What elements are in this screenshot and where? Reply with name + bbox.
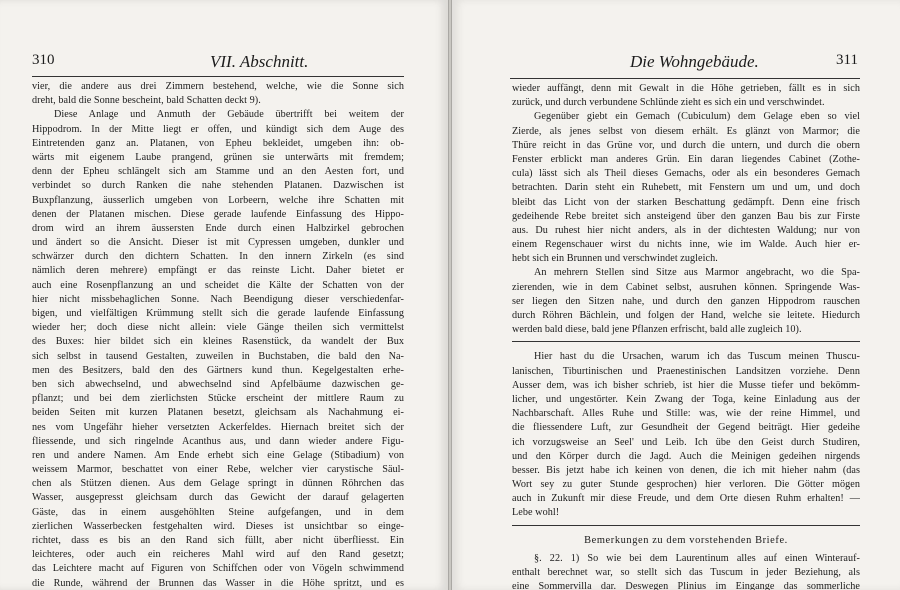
- text-line: beiden Seiten mit kurzen Platanen besetzt, gleichsam als Nachahmung ei-: [32, 407, 404, 419]
- right-header-rule: [510, 78, 860, 79]
- text-line: richtet, dass es bis an den Rand sich füllt, aber nicht überfliesst. Ein: [32, 535, 404, 546]
- text-line: zurück, und durch verbundene Schlünde zieht es sich ein und verschwindet.: [512, 97, 825, 109]
- text-line: wieder her; doch diese nicht allein: viele Gänge theilen sich vermittelst: [32, 322, 404, 334]
- text-line: Wasser, ausgepresst gleichsam durch das Gewicht der darauf gelagerten: [32, 492, 404, 504]
- text-line: werden bald diese, bald jene Pflanzen erfrischt, bald alle zugleich 10).: [512, 324, 802, 336]
- text-line: und ändert so die Ansicht. Dieser ist mit Cypressen umgeben, dunkler und: [32, 237, 404, 249]
- text-line: dreht, bald die Sonne bescheint, bald Schatten deckt 9).: [32, 95, 261, 107]
- text-line: leichteres, oder auch ein reicheres Mahl wird auf den Rand gesetzt;: [32, 549, 404, 561]
- right-section-title: Die Wohngebäude.: [630, 52, 759, 71]
- text-line: wieder auffängt, denn mit Gewalt in die Höhe getrieben, fällt es in sich: [512, 83, 860, 94]
- text-line: vier, die andere aus drei Zimmern bestehend, welche, wie die Sonne sich: [32, 81, 404, 92]
- text-line: verbindet so durch Ranken die nahe stehenden Platanen. Dazwischen ist: [32, 180, 404, 192]
- text-line: aus. Du ruhest hier nicht anders, als in der dichtesten Waldung; nur von: [512, 224, 860, 236]
- text-line: chen als Stützen dienen. Aus dem Gelage springt in dünnen Röhrchen das: [32, 478, 404, 490]
- text-line: einem Regenschauer wirst du nichts inne, wie im Walde. Auch hier er-: [512, 239, 860, 251]
- text-line: pflanzt; und bei dem zierlichsten Stücke erscheint der mittlere Raum zu: [32, 393, 404, 405]
- text-line: Gäste, das in einem ausgehöhlten Steine aufgefangen, und in dem: [32, 506, 404, 518]
- text-line: ren und andere Namen. Am Ende erhebt sich eine Gelage (Stibadium) von: [32, 449, 404, 461]
- text-line: ser liegen den Sitzen nahe, und durch den ganzen Hippodrom rauschen: [512, 295, 860, 307]
- text-line: Nachbarschaft. Alles Ruhe und Stille: was, wie der reine Himmel, und: [512, 408, 860, 420]
- text-line: bleibt das Licht von der starken Beschattung gedämpft. Denn eine frisch: [512, 196, 860, 208]
- text-line: hier nicht missbehaglichen Sonne. Nach Beendigung dieser verschiedenfar-: [32, 293, 404, 305]
- text-line: auch eine Rosenpflanzung an und scheidet die Kälte der Schatten von der: [32, 279, 404, 291]
- text-line: fliessende, und sich ringelnde Acanthus aus, und dann wieder andere Figu-: [32, 435, 404, 447]
- text-line: betrachten. Darin steht ein Ruhebett, mit Fenstern um und um, und doch: [512, 182, 860, 194]
- text-line: nes vom Ungefähr hieher versetzten Ackerfeldes. Hiernach breitet sich der: [32, 421, 404, 433]
- text-line: Fenster erblickt man anderes Grün. Ein daran liegendes Cabinet (Zothe-: [512, 153, 860, 165]
- text-line: bigen, und vielfältigen Krümmung stellt sich die gerade laufende Einfassung: [32, 308, 404, 319]
- text-line: Buxpflanzung, äusserlich umgeben von Lorbeern, welche ihre Schatten mit: [32, 194, 404, 206]
- paragraph-sitze: [512, 266, 860, 337]
- paragraph-ursachen: [512, 350, 860, 520]
- text-line: §. 22. 1) So wie bei dem Laurentinum alles auf einen Winterauf-: [534, 552, 860, 564]
- text-line: besser. Bis jetzt habe ich keinen von denen, die ich mit hieher nahm (das: [512, 464, 860, 476]
- text-line: Hier hast du die Ursachen, warum ich das Tuscum meinen Thuscu-: [534, 351, 860, 363]
- section-rule: [512, 341, 860, 342]
- text-line: sich selbst in tausend Gestalten, zuweilen in Buchstaben, die bald den Na-: [32, 350, 404, 362]
- left-header-rule: [32, 76, 404, 77]
- right-body-text: [512, 82, 860, 590]
- text-line: hebt sich ein Brunnen und verschwindet zugleich.: [512, 253, 718, 265]
- text-line: Eintretenden ganz an. Platanen, von Epheu bekleidet, umgeben ihn: ob-: [32, 137, 404, 149]
- text-line: cula) lässt sich als Theil dieses Gemachs, oder als ein besonderes Gemach: [512, 168, 860, 180]
- text-line: die Runde, während der Brunnen das Wasser in die Höhe spritzt, und es: [32, 577, 404, 589]
- right-page: [452, 0, 900, 590]
- text-line: schwärzer durch den dichtern Schatten. In den innern Zirkeln (es sind: [32, 251, 404, 263]
- text-line: gedeihende Rebe breitet sich ansteigend über den ganzen Bau bis zur Firste: [512, 210, 860, 222]
- text-line: eine Sommervilla dar. Deswegen Plinius im Eingange das sommerliche: [512, 581, 860, 590]
- left-body-text: [32, 80, 404, 590]
- text-line: enthalt berechnet war, so stellt sich das Tuscum in jeder Beziehung, als: [512, 566, 860, 578]
- text-line: auch in Zukunft mir diese Freude, und dem Orte diesen Ruhm erhalten! —: [512, 493, 860, 505]
- text-line: durch Röhren Bächlein, und folgen der Hand, welche sie leitete. Hiedurch: [512, 310, 860, 321]
- text-line: denn der Epheu schlängelt sich am Stamme und an den Aesten fort, und: [32, 166, 404, 178]
- text-line: zierlichen Wasserbecken festgehalten wird. Dieses ist unsichtbar so einge-: [32, 520, 404, 532]
- text-line: ich vorzugsweise an Seel' und Leib. Ich übe den Geist durch Studiren,: [512, 436, 860, 448]
- remarks-heading: Bemerkungen zu dem vorstehenden Briefe.: [584, 534, 788, 546]
- text-line: ben sich abwechselnd, und abwechselnd sind Apfelbäume dazwischen ge-: [32, 378, 404, 390]
- left-section-title: VII. Abschnitt.: [210, 52, 309, 71]
- text-line: An mehrern Stellen sind Sitze aus Marmor angebracht, wo die Spa-: [534, 267, 860, 279]
- paragraph-gemach: [512, 82, 860, 266]
- text-line: Ausser dem, was ich bisher schrieb, ist hier die Musse tiefer und bekömm-: [512, 379, 860, 391]
- text-line: nämlich deren mehrere) empfängt er das reinste Licht. Daher bietet er: [32, 265, 404, 277]
- text-line: denen der Platanen mischen. Diese gerade laufende Einfassung des Hippo-: [32, 208, 404, 220]
- text-line: men des Besitzers, bald den des Gärtners kund thun. Kegelgestalten erhe-: [32, 364, 404, 376]
- paragraph-remarks: [512, 552, 860, 590]
- text-line: des Buxes: hier bildet sich ein kleines Rasenstück, da wandelt der Bux: [32, 336, 404, 348]
- right-page-number: 311: [836, 52, 858, 68]
- text-line: Gegenüber giebt ein Gemach (Cubiculum) dem Gelage eben so viel: [534, 111, 860, 123]
- text-line: Lebe wohl!: [512, 507, 560, 519]
- left-page-number: 310: [32, 52, 55, 68]
- text-line: und den Körper durch die Jagd. Auch die Meinigen gedeihen nirgends: [512, 450, 860, 462]
- left-page: [0, 0, 448, 590]
- text-line: weissem Marmor, beschattet von einer Rebe, welcher vier carystische Säul-: [32, 464, 404, 476]
- text-line: licher, und ungestörter. Kein Zwang der Toga, keine Einladung aus der: [512, 393, 860, 405]
- text-line: die fliessendere Luft, zur Gesundheit der Gegend beiträgt. Hier gedeihe: [512, 422, 860, 434]
- text-line: das Leichtere macht auf Figuren von Schiffchen oder von Vögeln schwimmend: [32, 563, 404, 575]
- text-line: Thüre reicht in das Grüne vor, und durch die untern, und durch die obern: [512, 139, 860, 151]
- text-line: wärts mit eigenem Laube prangend, grünen sie unterwärts mit fremdem;: [32, 151, 404, 163]
- text-line: Wort sey zu guter Stunde gesprochen) hier verloren. Die Götter mögen: [512, 479, 860, 491]
- text-line: zierenden, wie in dem Cabinet selbst, ausruhen können. Springende Was-: [512, 281, 860, 293]
- remarks-rule: [512, 525, 860, 526]
- text-line: Diese Anlage und Anmuth der Gebäude übertrifft bei weitem der: [54, 109, 404, 121]
- text-line: drom wird an ihrem äussersten Ende durch einen Halbzirkel gebrochen: [32, 222, 404, 234]
- text-line: lanischen, Tiburtinischen und Praenestinischen Landsitzen vorziehe. Denn: [512, 365, 860, 377]
- text-line: Hippodrom. In der Mitte liegt er offen, und kündigt sich dem Auge des: [32, 123, 404, 135]
- text-line: Zierde, als jenes selbst von diesem erhält. Es glänzt von Marmor; die: [512, 125, 860, 137]
